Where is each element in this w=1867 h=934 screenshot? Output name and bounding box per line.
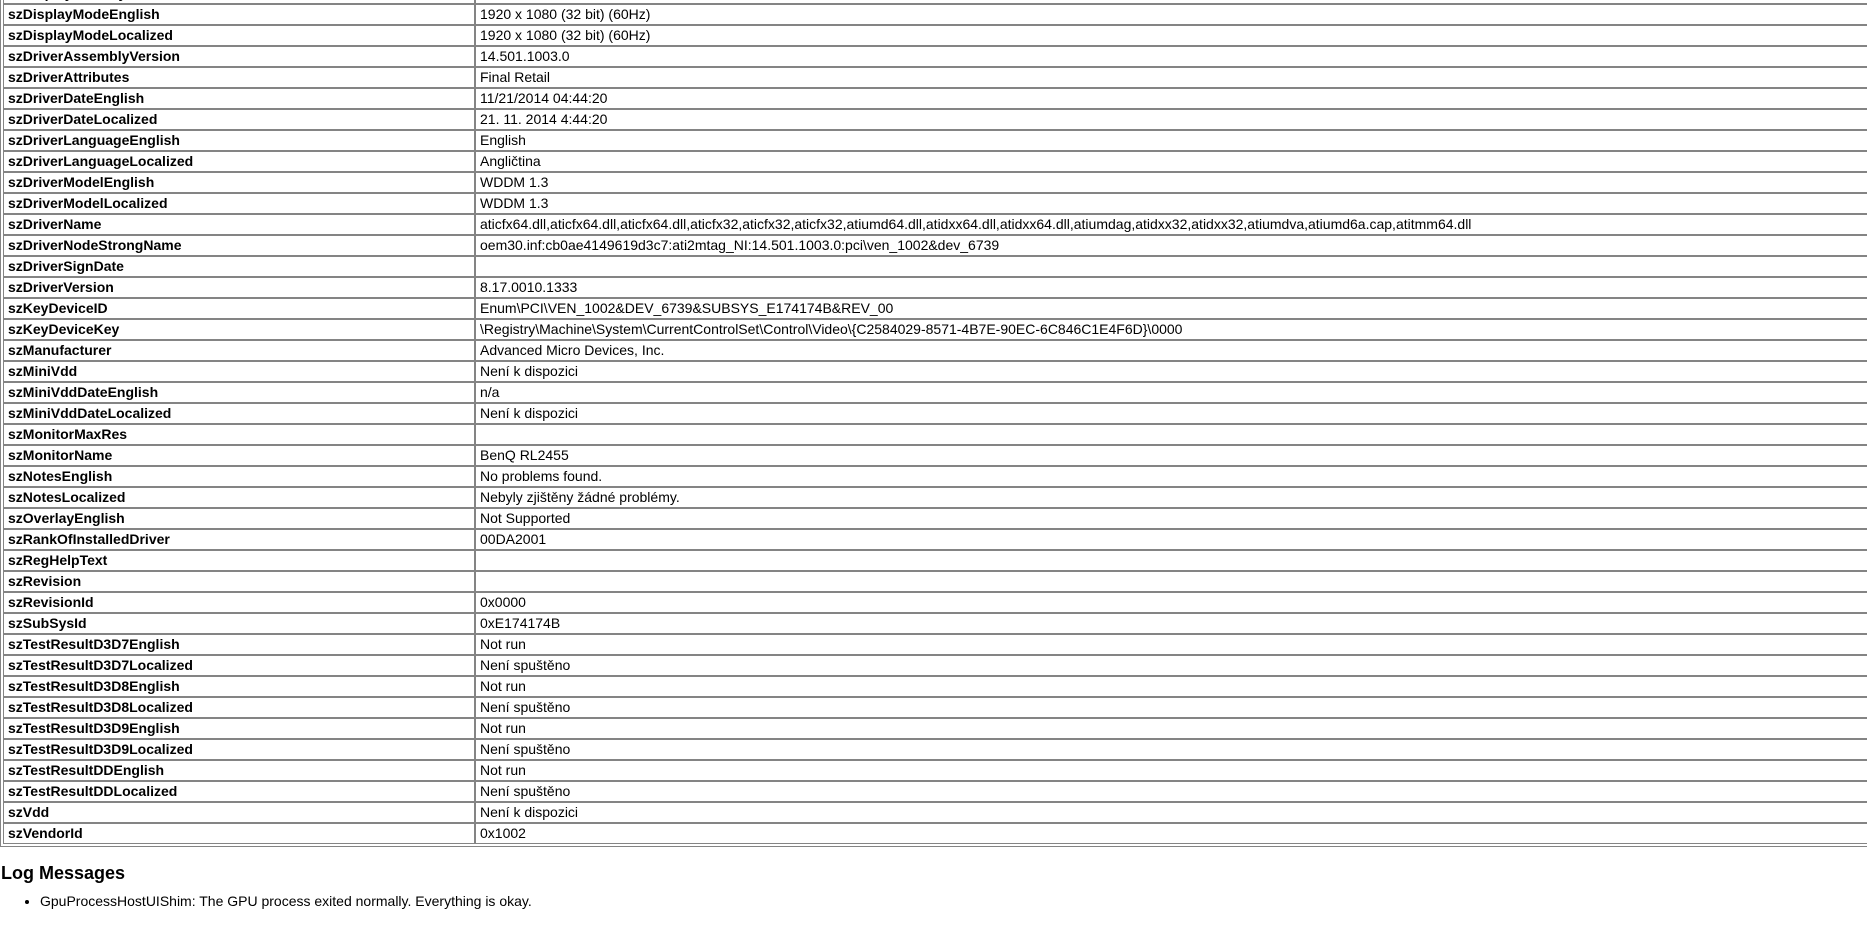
field-value-cell: Není k dispozici	[475, 403, 1867, 424]
field-value-cell: WDDM 1.3	[475, 172, 1867, 193]
field-value-cell: No problems found.	[475, 466, 1867, 487]
field-value-cell: 21. 11. 2014 4:44:20	[475, 109, 1867, 130]
log-messages-list	[0, 893, 1867, 910]
table-row	[3, 67, 1867, 88]
field-name-cell: szDriverNodeStrongName	[3, 235, 475, 256]
field-value-cell: Není spuštěno	[475, 655, 1867, 676]
table-row	[3, 634, 1867, 655]
field-value-cell: Angličtina	[475, 151, 1867, 172]
field-value-cell: 0x0000	[475, 592, 1867, 613]
table-row	[3, 823, 1867, 844]
field-name-cell: szRevision	[3, 571, 475, 592]
field-value-cell	[475, 424, 1867, 445]
field-name-cell: szDriverAssemblyVersion	[3, 46, 475, 67]
table-row	[3, 193, 1867, 214]
field-name-cell: szVdd	[3, 802, 475, 823]
field-name-cell: szTestResultD3D7English	[3, 634, 475, 655]
table-row	[3, 508, 1867, 529]
table-row	[3, 130, 1867, 151]
field-value-cell: 11/21/2014 04:44:20	[475, 88, 1867, 109]
field-value-cell: 1920 x 1080 (32 bit) (60Hz)	[475, 4, 1867, 25]
table-row	[3, 46, 1867, 67]
table-row	[3, 382, 1867, 403]
field-value-cell: Not run	[475, 634, 1867, 655]
field-value-cell: 0x1002	[475, 823, 1867, 844]
field-value-cell: Not Supported	[475, 508, 1867, 529]
field-value-cell: Not run	[475, 760, 1867, 781]
field-value-cell: 8.17.0010.1333	[475, 277, 1867, 298]
field-name-cell: szDriverModelEnglish	[3, 172, 475, 193]
field-name-cell: szDisplayModeEnglish	[3, 4, 475, 25]
field-name-cell: szRankOfInstalledDriver	[3, 529, 475, 550]
field-name-cell: szDriverName	[3, 214, 475, 235]
field-value-cell: Advanced Micro Devices, Inc.	[475, 340, 1867, 361]
table-row	[3, 718, 1867, 739]
field-name-cell: szDriverDateEnglish	[3, 88, 475, 109]
table-row	[3, 403, 1867, 424]
table-row	[3, 781, 1867, 802]
field-name-cell: szKeyDeviceKey	[3, 319, 475, 340]
table-row	[3, 235, 1867, 256]
table-row	[3, 592, 1867, 613]
table-row	[3, 277, 1867, 298]
table-row	[3, 256, 1867, 277]
field-name-cell: szManufacturer	[3, 340, 475, 361]
field-value-cell: \Registry\Machine\System\CurrentControlSet\Control\Video\{C2584029-8571-4B7E-90EC-6C846C1E4F6D}\0000	[475, 319, 1867, 340]
field-name-cell: szMonitorMaxRes	[3, 424, 475, 445]
table-row	[3, 760, 1867, 781]
table-row	[3, 151, 1867, 172]
field-value-cell: aticfx64.dll,aticfx64.dll,aticfx64.dll,aticfx32,aticfx32,aticfx32,atiumd64.dll,atidxx64.dll,atidxx64.dll,atiumdag,atidxx32,atidxx32,atiumdva,atiumd6a.cap,atitmm64.dll	[475, 214, 1867, 235]
field-name-cell: szMiniVddDateEnglish	[3, 382, 475, 403]
table-row	[3, 571, 1867, 592]
field-name-cell: szMiniVddDateLocalized	[3, 403, 475, 424]
field-name-cell: szTestResultD3D7Localized	[3, 655, 475, 676]
table-row	[3, 613, 1867, 634]
field-value-cell: Není k dispozici	[475, 361, 1867, 382]
field-name-cell: szDriverLanguageEnglish	[3, 130, 475, 151]
field-value-cell: Není k dispozici	[475, 802, 1867, 823]
table-row	[3, 319, 1867, 340]
field-name-cell: szDriverLanguageLocalized	[3, 151, 475, 172]
field-value-cell: Není spuštěno	[475, 739, 1867, 760]
table-row	[3, 802, 1867, 823]
table-row	[3, 172, 1867, 193]
table-row	[3, 487, 1867, 508]
table-row	[3, 466, 1867, 487]
field-value-cell: 14.501.1003.0	[475, 46, 1867, 67]
field-name-cell: szDriverSignDate	[3, 256, 475, 277]
field-name-cell: szTestResultD3D9Localized	[3, 739, 475, 760]
field-name-cell: szSubSysId	[3, 613, 475, 634]
field-value-cell: Final Retail	[475, 67, 1867, 88]
table-row	[3, 298, 1867, 319]
table-row	[3, 109, 1867, 130]
field-value-cell: Not run	[475, 676, 1867, 697]
field-name-cell: szDisplayModeLocalized	[3, 25, 475, 46]
table-row	[3, 4, 1867, 25]
table-row	[3, 424, 1867, 445]
field-name-cell: szDriverDateLocalized	[3, 109, 475, 130]
field-value-cell: n/a	[475, 382, 1867, 403]
table-row	[3, 697, 1867, 718]
table-row	[3, 550, 1867, 571]
dxdiag-table	[3, 0, 1867, 844]
field-name-cell: szTestResultDDEnglish	[3, 760, 475, 781]
field-name-cell: szTestResultD3D8English	[3, 676, 475, 697]
field-value-cell	[475, 256, 1867, 277]
field-name-cell: szDriverModelLocalized	[3, 193, 475, 214]
field-value-cell	[475, 571, 1867, 592]
field-name-cell: szNotesLocalized	[3, 487, 475, 508]
field-name-cell: szTestResultD3D8Localized	[3, 697, 475, 718]
field-name-cell: szNotesEnglish	[3, 466, 475, 487]
field-value-cell: oem30.inf:cb0ae4149619d3c7:ati2mtag_NI:14.501.1003.0:pci\ven_1002&dev_6739	[475, 235, 1867, 256]
field-value-cell: Nebyly zjištěny žádné problémy.	[475, 487, 1867, 508]
table-row	[3, 25, 1867, 46]
table-row	[3, 676, 1867, 697]
table-row	[3, 361, 1867, 382]
field-name-cell: szRegHelpText	[3, 550, 475, 571]
field-name-cell: szRevisionId	[3, 592, 475, 613]
field-value-cell: Not run	[475, 718, 1867, 739]
field-name-cell: szTestResultD3D9English	[3, 718, 475, 739]
field-name-cell: szTestResultDDLocalized	[3, 781, 475, 802]
table-row	[3, 214, 1867, 235]
log-messages-heading: Log Messages	[1, 863, 126, 883]
field-name-cell: szVendorId	[3, 823, 475, 844]
field-name-cell: szOverlayEnglish	[3, 508, 475, 529]
field-value-cell: 0xE174174B	[475, 613, 1867, 634]
table-row	[3, 529, 1867, 550]
table-row	[3, 445, 1867, 466]
field-name-cell: szDriverVersion	[3, 277, 475, 298]
table-row	[3, 340, 1867, 361]
log-message-item: • GpuProcessHostUIShim: The GPU process exited normally. Everything is okay.	[40, 893, 1867, 910]
field-value-cell: 00DA2001	[475, 529, 1867, 550]
field-name-cell: szKeyDeviceID	[3, 298, 475, 319]
table-row	[3, 655, 1867, 676]
table-row	[3, 88, 1867, 109]
field-value-cell: 1920 x 1080 (32 bit) (60Hz)	[475, 25, 1867, 46]
field-name-cell: szMonitorName	[3, 445, 475, 466]
field-name-cell: szDriverAttributes	[3, 67, 475, 88]
field-name-cell: szMiniVdd	[3, 361, 475, 382]
field-value-cell: BenQ RL2455	[475, 445, 1867, 466]
field-value-cell	[475, 550, 1867, 571]
field-value-cell: Není spuštěno	[475, 781, 1867, 802]
field-value-cell: English	[475, 130, 1867, 151]
field-value-cell: Enum\PCI\VEN_1002&DEV_6739&SUBSYS_E174174B&REV_00	[475, 298, 1867, 319]
field-value-cell: WDDM 1.3	[475, 193, 1867, 214]
field-value-cell: Není spuštěno	[475, 697, 1867, 718]
table-row	[3, 739, 1867, 760]
